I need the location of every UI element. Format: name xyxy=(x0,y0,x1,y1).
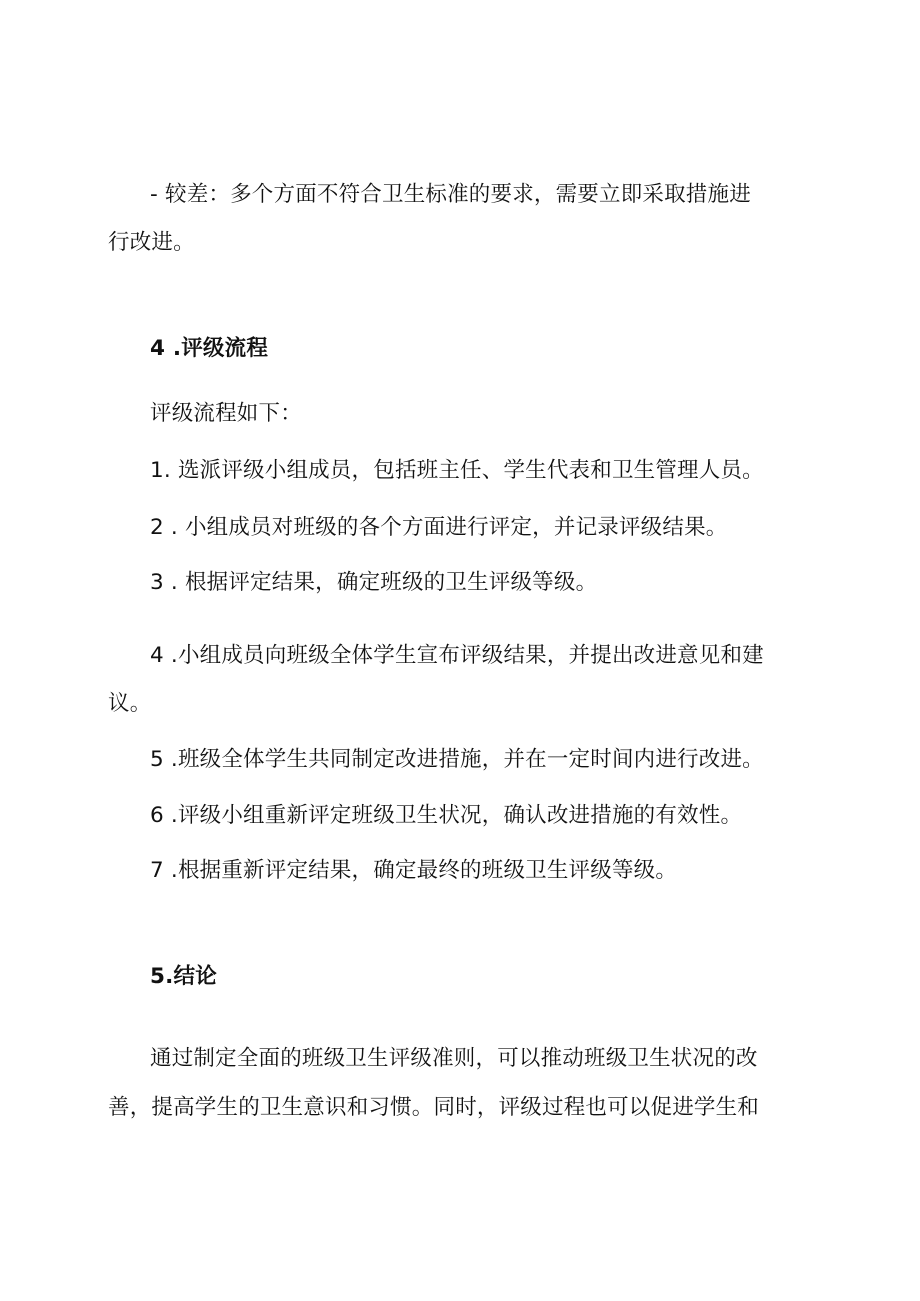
step-4-line-1: 4 .小组成员向班级全体学生宣布评级结果，并提出改进意见和建 xyxy=(150,643,764,668)
rating-poor-line-1: - 较差：多个方面不符合卫生标准的要求，需要立即采取措施进 xyxy=(150,182,751,207)
conclusion-line-1: 通过制定全面的班级卫生评级准则，可以推动班级卫生状况的改 xyxy=(150,1046,758,1071)
section-5-heading: 5.结论 xyxy=(150,964,217,989)
step-7: 7 .根据重新评定结果，确定最终的班级卫生评级等级。 xyxy=(150,858,678,883)
step-5: 5 .班级全体学生共同制定改进措施，并在一定时间内进行改进。 xyxy=(150,747,764,772)
step-1: 1. 选派评级小组成员，包括班主任、学生代表和卫生管理人员。 xyxy=(150,458,764,483)
section-4-heading: 4 .评级流程 xyxy=(150,336,269,361)
step-6: 6 .评级小组重新评定班级卫生状况，确认改进措施的有效性。 xyxy=(150,803,743,828)
step-4-line-2: 议。 xyxy=(108,691,152,716)
conclusion-line-2: 善，提高学生的卫生意识和习惯。同时，评级过程也可以促进学生和 xyxy=(108,1095,760,1120)
step-2: 2 . 小组成员对班级的各个方面进行评定，并记录评级结果。 xyxy=(150,515,728,540)
rating-poor-line-2: 行改进。 xyxy=(108,230,195,255)
step-3: 3 . 根据评定结果，确定班级的卫生评级等级。 xyxy=(150,570,598,595)
section-4-intro: 评级流程如下： xyxy=(150,401,302,426)
